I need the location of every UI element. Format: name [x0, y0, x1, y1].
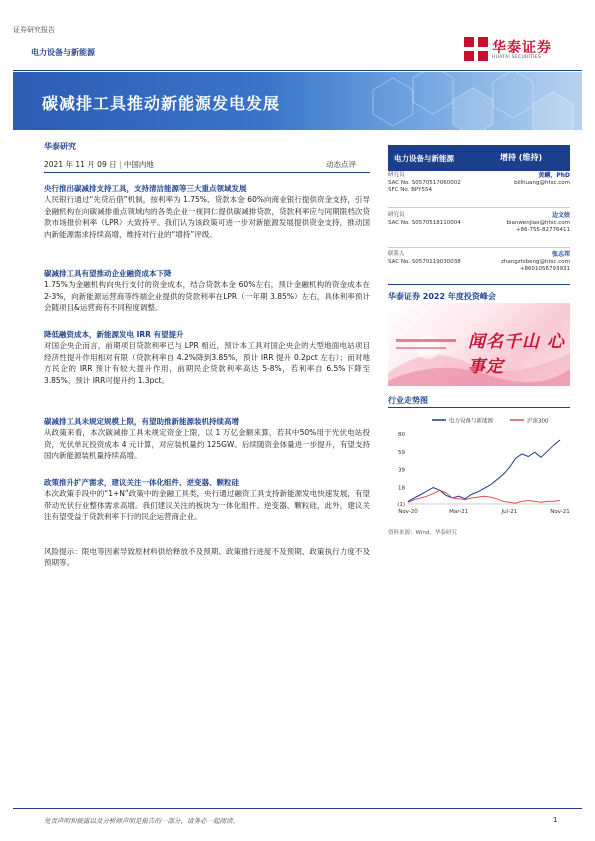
y-tick-label: 18 — [398, 485, 405, 492]
trend-divider — [388, 407, 570, 408]
y-tick-label: 80 — [398, 432, 405, 438]
legend-label: 沪深300 — [527, 418, 549, 425]
footer-divider — [13, 808, 582, 809]
trend-chart — [388, 412, 570, 520]
analyst-end-divider — [388, 284, 570, 285]
header-divider — [13, 70, 582, 71]
analyst-sac: SAC No. S0570119030038 — [388, 258, 461, 265]
report-title: 碳减排工具推动新能源发电发展 — [42, 94, 281, 113]
ad-title: 华泰证券 2022 年度投资峰会 — [388, 292, 496, 301]
huatai-logo-icon — [462, 35, 490, 63]
summit-ad-image[interactable] — [388, 303, 570, 386]
ad-slogan: 闻名千山 心事定 — [468, 332, 565, 377]
section-heading: 碳减排工具未规定规模上限，有望助推新能源装机持续高增 — [44, 417, 239, 426]
section-2 — [44, 268, 370, 314]
y-tick-label: (1) — [397, 502, 405, 508]
analyst-2 — [388, 212, 570, 235]
report-type: 动态点评 — [326, 160, 356, 169]
analyst-email[interactable]: billhuang@htsc.com — [514, 179, 570, 186]
risk-note: 风险提示：限电等因素导致原材料供给释放不及预期、政策推行进度不及预期、政策执行力度不及预期等。 — [44, 547, 370, 568]
section-3 — [44, 329, 370, 386]
x-tick-label: Nov-21 — [550, 509, 570, 515]
logo-cn-text: 华泰证券 — [492, 40, 552, 56]
analyst-role: 研究员 — [388, 172, 405, 178]
section-4 — [44, 416, 370, 462]
series-line — [408, 440, 560, 501]
analyst-sfc: SFC No. BPY554 — [388, 187, 432, 194]
analyst-name: 边文姣 — [551, 212, 570, 219]
section-heading: 政策推升扩产需求，建议关注一体化组件、逆变器、颗粒硅 — [44, 478, 239, 487]
x-tick-label: Mar-21 — [449, 509, 469, 515]
analyst-3 — [388, 251, 570, 274]
section-body: 从政策来看，本次碳减排工具未规定资金上限，以 1 万亿金额来算，若其中50%用于光伏电站投资，光伏单瓦投资成本 4 元计算，对应装机量约 125GW。后续随资金体量进一步提升，有望支持国内新能源装机量持续高增。 — [44, 428, 370, 461]
trend-source: 资料来源：Wind，华泰研究 — [388, 530, 457, 536]
section-heading: 碳减排工具有望推动企业融资成本下降 — [44, 269, 172, 278]
section-heading: 央行推出碳减排支持工具，支持清洁能源等三大重点领域发展 — [44, 184, 247, 193]
sector-label: 电力设备与新能源 — [31, 48, 95, 57]
analyst-role: 研究员 — [388, 212, 405, 218]
section-body: 本次政策手段中的“1+N”政策中的金融工具类，央行通过融资工具支持新能源发电快速发展，有望带动光伏行业整体需求高增。我们建议关注的板块为一体化组件、逆变器、颗粒硅，此外，建议关注有望受益于贷款利率下行的民企运营商企业。 — [44, 489, 370, 522]
y-tick-label: 39 — [398, 467, 405, 474]
section-heading: 降低融资成本，新能源发电 IRR 有望提升 — [44, 330, 184, 339]
section-5 — [44, 477, 370, 523]
page-number: 1 — [553, 816, 558, 824]
logo-en-text: HUATAI SECURITIES — [492, 55, 542, 60]
series-line — [408, 490, 560, 503]
date-region-line: 2021 年 11 月 09 日 | 中国内地 — [44, 160, 154, 169]
analyst-divider — [388, 207, 570, 208]
y-tick-label: 59 — [398, 450, 405, 457]
section-1 — [44, 183, 370, 240]
analyst-email[interactable]: bianwenjiao@htsc.com — [506, 219, 570, 226]
disclaimer: 免责声明和披露以及分析师声明是报告的一部分，请务必一起阅读。 — [44, 817, 239, 825]
meta-divider — [44, 172, 370, 173]
analyst-name: 张志邦 — [551, 251, 570, 258]
analyst-sac: SAC No. S0570518110004 — [388, 219, 461, 226]
x-tick-label: Jul-21 — [501, 509, 518, 515]
section-body: 对国企央企而言，前期项目贷款利率已与 LPR 相近，预计本工具对国企央企的大型地面电站项目经济性提升作用相对有限（贷款利率自 4.2%降到3.85%，预计 IRR 提升 0.2pct 左右）；而对地方民企的 IRR 预计有较大提升作用，前期民企贷款利率高达 5-8%，若利率自 6.5%下降至 3.85%，预计 IRR可提升约 1.3pct。 — [44, 341, 370, 385]
rating-value: 增持 (维持) — [500, 153, 543, 162]
rating-sector: 电力设备与新能源 — [394, 154, 454, 163]
trend-title: 行业走势图 — [388, 396, 428, 405]
analyst-email[interactable]: zhangzhibeng@htsc.com — [501, 258, 570, 265]
document-type-label: 证券研究报告 — [13, 26, 55, 34]
report-region: 中国内地 — [123, 160, 154, 169]
x-tick-label: Nov-20 — [398, 509, 418, 515]
analyst-divider — [388, 247, 570, 248]
legend-label: 电力设备与新能源 — [449, 418, 494, 425]
report-date: 2021 年 11 月 09 日 — [44, 160, 117, 169]
analyst-sac: SAC No. S0570517060002 — [388, 179, 461, 186]
analyst-role: 联系人 — [388, 251, 405, 257]
analyst-phone: +86-755-82776411 — [515, 227, 570, 234]
analyst-name: 黄麟，PhD — [538, 172, 570, 179]
analyst-phone: +8601056793931 — [519, 266, 570, 273]
section-body: 人民银行通过“先贷后借”机制，按利率为 1.75%、贷款本金 60%向商业银行提供资金支持，引导金融机构在向碳减排重点领域内的各类企业一视同仁提供碳减排贷款，贷款利率应与同期限档次贷款市场报价利率（LPR）大致持平。我们认为该政策可进一步对新能源发展提供资金支持，推动国内新能源需求持续高增，维持对行业的“增持”评级。 — [44, 195, 370, 239]
research-brand: 华泰研究 — [44, 142, 76, 151]
section-body: 1.75%为金融机构向央行支付的资金成本，结合贷款本金 60%左右，预计金融机构的资金成本在 2-3%，向新能源运营商等终端企业提供的贷款利率在LPR（一年期 3.85%）左右，具体利率预计会随项目&运营商有不同程度调整。 — [44, 280, 370, 313]
analyst-1 — [388, 172, 570, 195]
